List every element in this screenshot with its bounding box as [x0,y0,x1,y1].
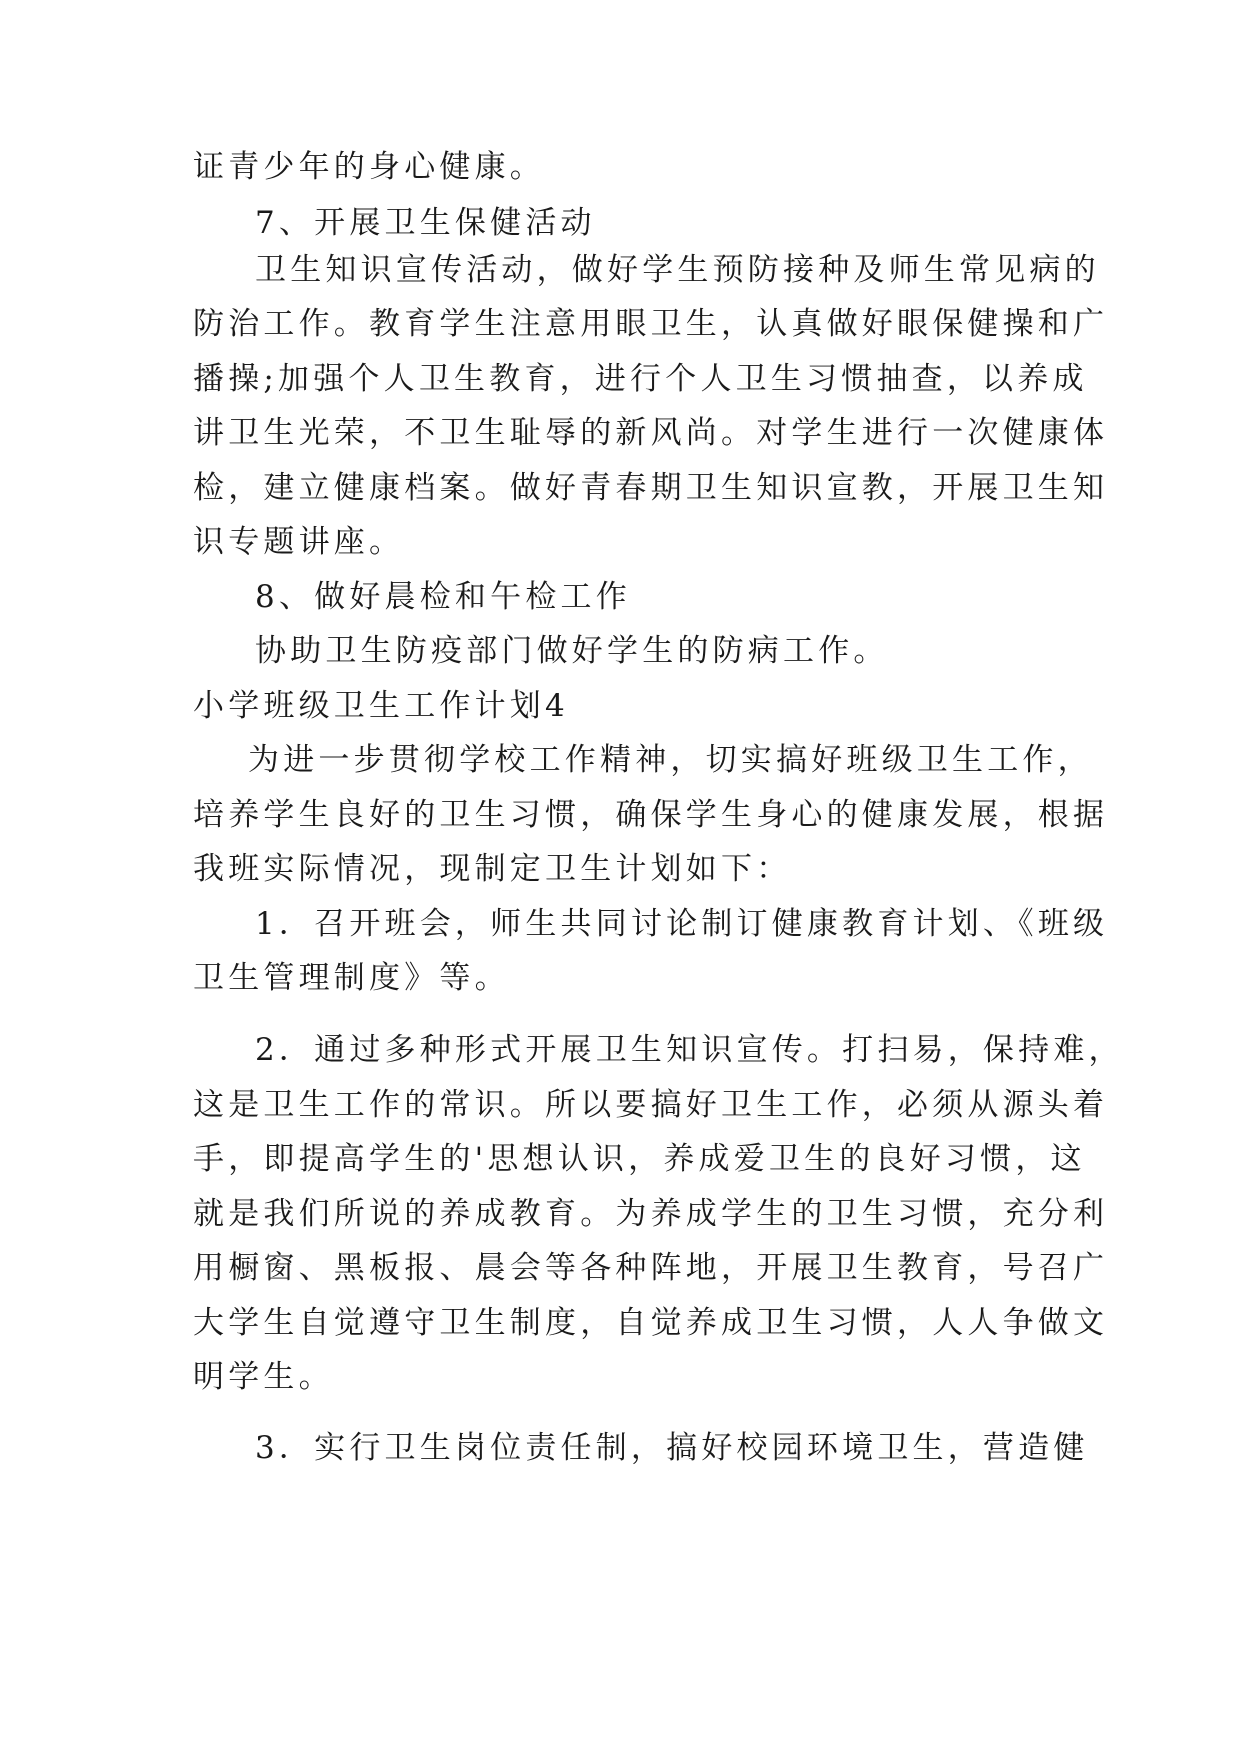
paragraph-line: 明学生。 [193,1359,334,1395]
paragraph-line: 证青少年的身心健康。 [193,149,545,185]
paragraph-line: 防治工作。教育学生注意用眼卫生，认真做好眼保健操和广 [193,306,1109,342]
paragraph-line: 识专题讲座。 [193,524,405,560]
paragraph-line: 这是卫生工作的常识。所以要搞好卫生工作，必须从源头着 [193,1087,1109,1123]
paragraph-line: 检，建立健康档案。做好青春期卫生知识宣教，开展卫生知 [193,470,1109,506]
paragraph-line: 手，即提高学生的'思想认识，养成爱卫生的良好习惯，这 [193,1141,1086,1177]
list-item: 2．通过多种形式开展卫生知识宣传。打扫易，保持难， [255,1032,1124,1068]
paragraph-line: 用橱窗、黑板报、晨会等各种阵地，开展卫生教育，号召广 [193,1250,1109,1286]
paragraph-line: 卫生管理制度》等。 [193,960,510,996]
paragraph-line: 培养学生良好的卫生习惯，确保学生身心的健康发展，根据 [193,797,1109,833]
list-item: 3．实行卫生岗位责任制，搞好校园环境卫生，营造健 [255,1430,1089,1466]
paragraph-line: 我班实际情况，现制定卫生计划如下： [193,851,792,887]
section-heading: 8、做好晨检和午检工作 [255,579,631,615]
paragraph-line: 卫生知识宣传活动，做好学生预防接种及师生常见病的 [255,252,1100,288]
document-title: 小学班级卫生工作计划4 [193,688,569,724]
paragraph-line: 就是我们所说的养成教育。为养成学生的卫生习惯，充分利 [193,1196,1109,1232]
paragraph-line: 讲卫生光荣，不卫生耻辱的新风尚。对学生进行一次健康体 [193,415,1109,451]
paragraph-line: 为进一步贯彻学校工作精神，切实搞好班级卫生工作， [248,742,1093,778]
paragraph-line: 协助卫生防疫部门做好学生的防病工作。 [255,633,889,669]
paragraph-line: 大学生自觉遵守卫生制度，自觉养成卫生习惯，人人争做文 [193,1305,1109,1341]
list-item: 1．召开班会，师生共同讨论制订健康教育计划、《班级 [255,906,1109,942]
paragraph-line: 播操;加强个人卫生教育，进行个人卫生习惯抽查，以养成 [193,361,1088,397]
section-heading: 7、开展卫生保健活动 [255,205,596,241]
